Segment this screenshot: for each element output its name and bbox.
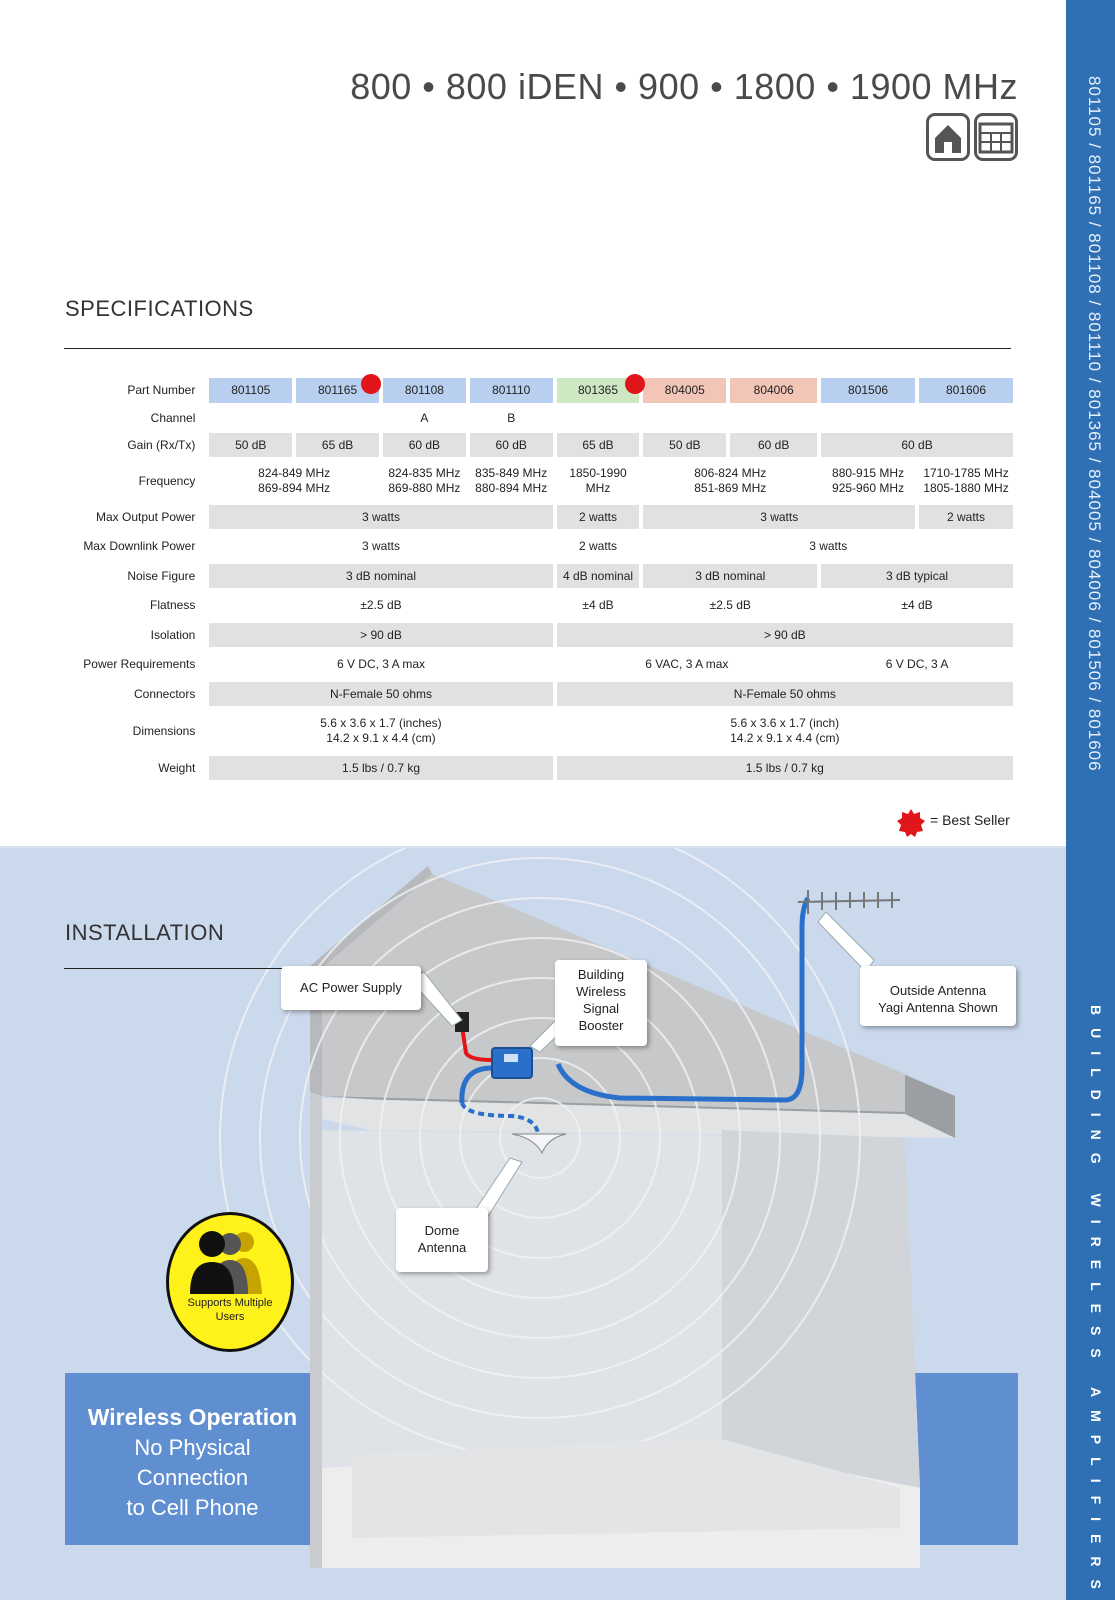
table-row: [68, 529, 1013, 564]
table-cell: 3 dB nominal: [643, 564, 817, 588]
table-cell: 65 dB: [296, 433, 379, 457]
table-cell: > 90 dB: [557, 623, 1013, 647]
users-icon: [182, 1228, 278, 1298]
row-label: Isolation: [150, 627, 196, 642]
sidebar-part-codes: 801105 / 801165 / 801108 / 801110 / 801365 / 804005 / 804006 / 801506 / 801606: [1085, 76, 1104, 772]
table-cell: 1850-1990 MHz: [569, 466, 627, 495]
table-cell: 3 watts: [361, 539, 400, 553]
table-cell: 835-849 MHz 880-894 MHz: [475, 466, 548, 495]
table-row: [68, 756, 1013, 780]
part-number-cell: 801165: [296, 378, 379, 403]
wireless-operation-title: Wireless Operation: [87, 1404, 298, 1430]
row-label: Weight: [158, 760, 196, 775]
table-cell: 1710-1785 MHz 1805-1880 MHz: [923, 466, 1009, 495]
part-number-cell: 801506: [821, 378, 915, 403]
row-label: Dimensions: [132, 723, 196, 738]
table-row: [68, 564, 1013, 588]
table-cell: ±4 dB: [901, 598, 933, 612]
table-row: [68, 403, 1013, 433]
table-cell: 3 dB nominal: [209, 564, 552, 588]
table-row: [68, 647, 1013, 682]
table-row: [68, 457, 1013, 505]
part-number-cell: 801110: [470, 378, 553, 403]
table-cell: 4 dB nominal: [557, 564, 640, 588]
table-cell: A: [420, 410, 429, 425]
table-cell: 880-915 MHz 925-960 MHz: [832, 466, 905, 495]
table-cell: 2 watts: [579, 539, 618, 553]
table-row: [68, 378, 1013, 403]
specifications-heading: SPECIFICATIONS: [65, 296, 254, 321]
house-icon: [926, 113, 970, 161]
table-cell: > 90 dB: [209, 623, 552, 647]
callout-booster: Building Wireless Signal Booster: [555, 960, 647, 1046]
table-cell: 60 dB: [730, 433, 817, 457]
table-cell: 3 dB typical: [821, 564, 1013, 588]
part-number-cell: 801365: [557, 378, 640, 403]
table-cell: ±2.5 dB: [360, 598, 402, 612]
table-cell: 65 dB: [557, 433, 640, 457]
best-seller-legend: = Best Seller: [930, 812, 1010, 828]
table-row: [68, 706, 1013, 756]
row-label: Max Output Power: [95, 509, 196, 524]
table-cell: 2 watts: [557, 505, 640, 529]
table-row: [68, 433, 1013, 457]
table-cell: 3 watts: [643, 505, 915, 529]
best-seller-icon: [896, 808, 926, 838]
row-label: Channel: [150, 410, 196, 425]
table-cell: 50 dB: [643, 433, 726, 457]
table-cell: 60 dB: [470, 433, 553, 457]
table-cell: 824-849 MHz 869-894 MHz: [258, 466, 331, 495]
table-row: [68, 588, 1013, 623]
table-cell: 5.6 x 3.6 x 1.7 (inch) 14.2 x 9.1 x 4.4 (cm): [730, 716, 840, 745]
page-title: 800 • 800 iDEN • 900 • 1800 • 1900 MHz: [350, 66, 1018, 107]
part-number-cell: 801105: [209, 378, 292, 403]
row-label: Max Downlink Power: [83, 539, 196, 553]
part-number-cell: 801606: [919, 378, 1013, 403]
table-row: [68, 682, 1013, 706]
table-cell: 806-824 MHz 851-869 MHz: [694, 466, 767, 495]
row-label: Connectors: [133, 686, 196, 701]
part-number-cell: 804006: [730, 378, 817, 403]
table-row: [68, 623, 1013, 647]
table-cell: 3 watts: [809, 539, 848, 553]
specifications-rule: [64, 348, 1011, 349]
booster-unit: [492, 1048, 532, 1078]
best-seller-marker: [625, 374, 645, 394]
table-cell: 6 V DC, 3 A max: [336, 657, 425, 671]
table-cell: 2 watts: [919, 505, 1013, 529]
row-label: Flatness: [150, 598, 196, 612]
wireless-operation-subtitle: No Physical Connection to Cell Phone: [126, 1435, 259, 1520]
multiple-users-label: Supports Multiple Users: [187, 1297, 273, 1323]
callout-dome-antenna: Dome Antenna: [396, 1208, 488, 1272]
table-cell: B: [507, 410, 516, 425]
row-label: Power Requirements: [83, 657, 196, 671]
callout-outside-antenna: Outside Antenna Yagi Antenna Shown: [860, 966, 1016, 1026]
specifications-table: [64, 378, 1017, 780]
row-label: Gain (Rx/Tx): [127, 437, 196, 452]
callout-ac-power-supply: AC Power Supply: [281, 966, 421, 1010]
installation-heading: INSTALLATION: [65, 920, 225, 945]
row-label: Frequency: [138, 473, 196, 488]
table-cell: 1.5 lbs / 0.7 kg: [557, 756, 1013, 780]
row-label: Noise Figure: [127, 568, 196, 583]
yagi-antenna: [798, 890, 900, 914]
table-cell: 5.6 x 3.6 x 1.7 (inches) 14.2 x 9.1 x 4.4 (cm): [320, 716, 442, 745]
best-seller-marker: [361, 374, 381, 394]
row-label: Part Number: [127, 383, 196, 397]
part-number-cell: 801108: [383, 378, 466, 403]
table-cell: ±2.5 dB: [709, 598, 751, 612]
table-cell: 50 dB: [209, 433, 292, 457]
table-cell: 6 V DC, 3 A: [885, 657, 949, 671]
table-cell: ±4 dB: [582, 598, 614, 612]
building-icon: [974, 113, 1018, 161]
table-cell: 6 VAC, 3 A max: [645, 657, 729, 671]
table-cell: 824-835 MHz 869-880 MHz: [388, 466, 461, 495]
table-cell: 60 dB: [821, 433, 1013, 457]
table-row: [68, 505, 1013, 529]
table-cell: N-Female 50 ohms: [209, 682, 552, 706]
installation-rule: [64, 968, 282, 969]
table-cell: N-Female 50 ohms: [557, 682, 1013, 706]
table-cell: 60 dB: [383, 433, 466, 457]
part-number-cell: 804005: [643, 378, 726, 403]
table-cell: 3 watts: [209, 505, 552, 529]
sidebar-brand: BUILDING WIRELESS AMPLIFIERS: [1088, 1005, 1104, 1602]
table-cell: 1.5 lbs / 0.7 kg: [209, 756, 552, 780]
